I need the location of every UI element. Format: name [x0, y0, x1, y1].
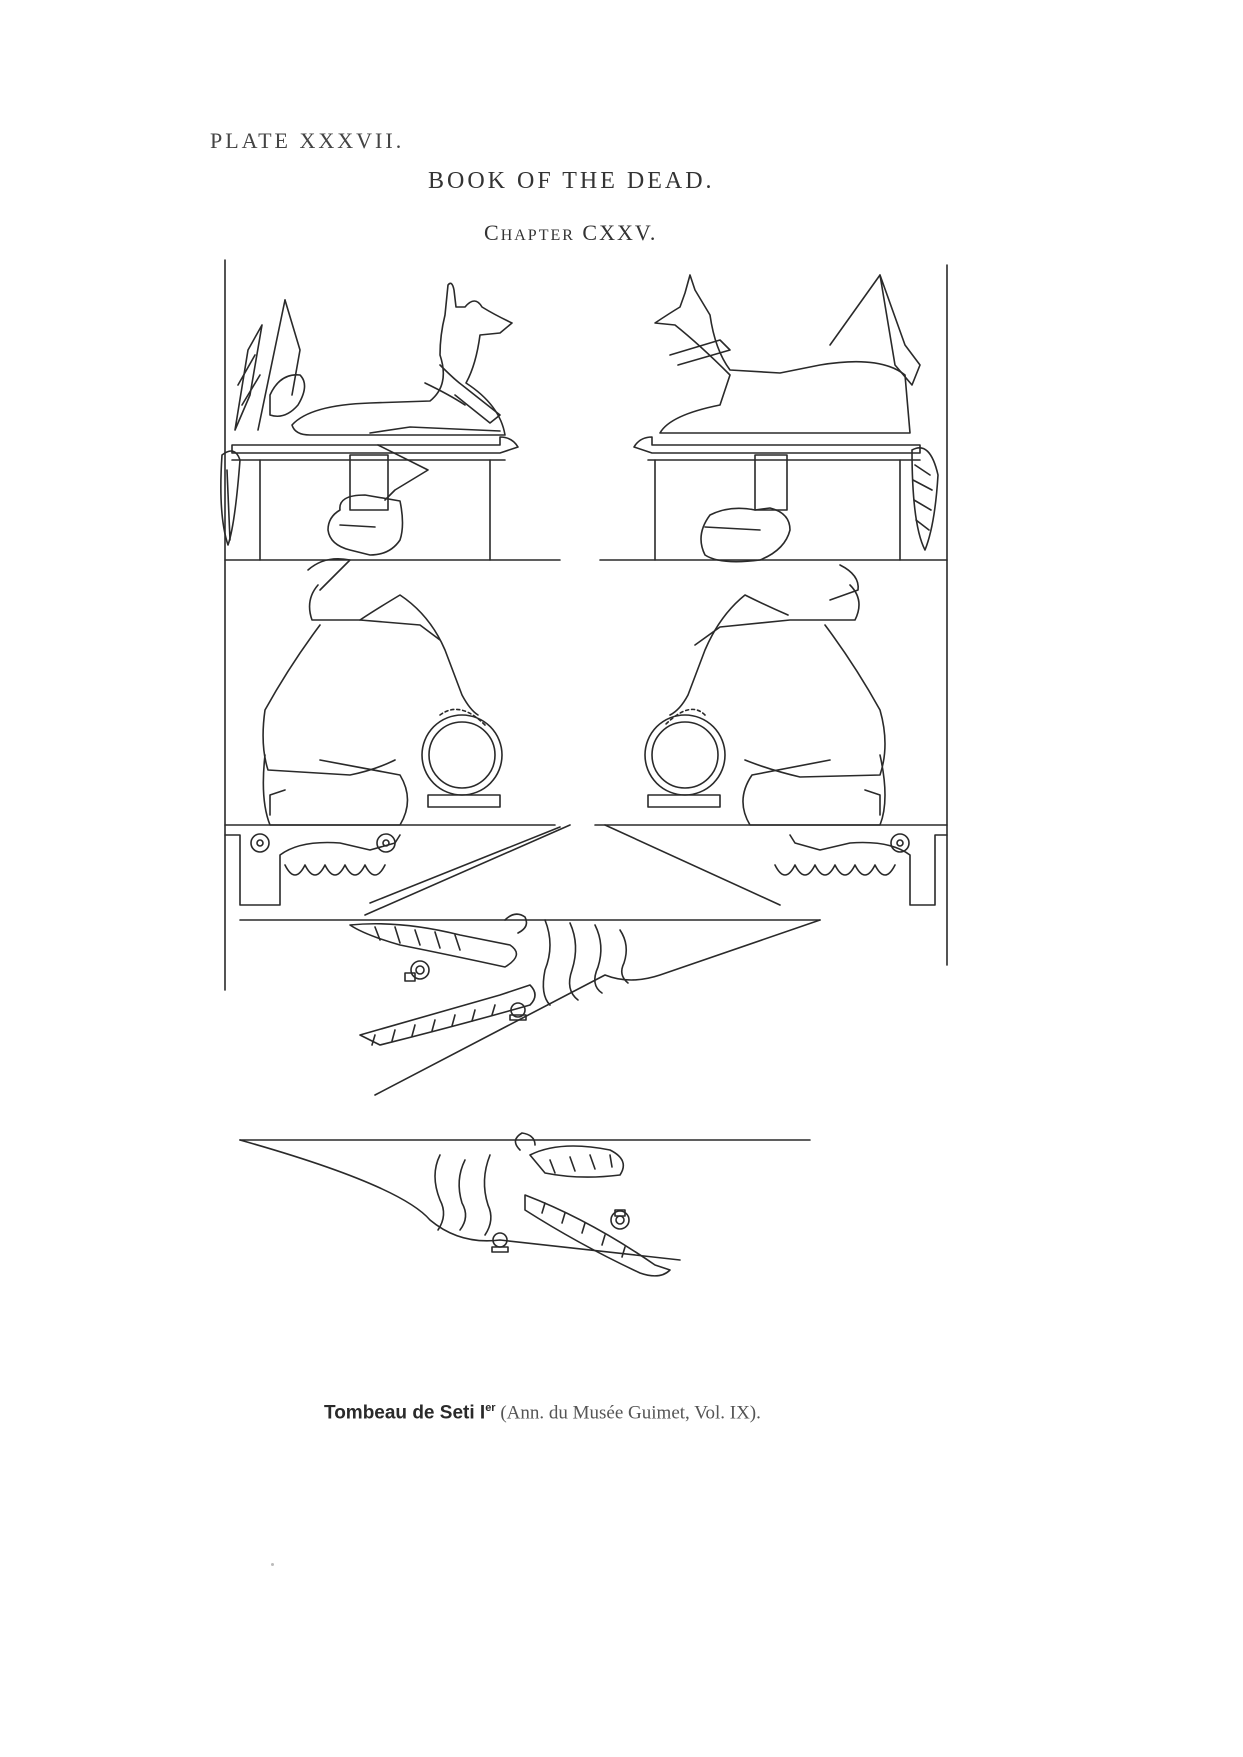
kneeling-goddess-left	[225, 445, 570, 915]
chapter-heading	[484, 220, 657, 246]
jackal-shrine-left	[221, 283, 560, 560]
caption-superscript: er	[485, 1402, 496, 1414]
jackal-shrine-right	[600, 275, 947, 560]
chapter-initial: C	[484, 220, 501, 245]
figure-caption	[324, 1402, 761, 1424]
vulture-serpent-panel-upper	[240, 914, 820, 1095]
page-title: BOOK OF THE DEAD.	[428, 168, 715, 194]
chapter-number: CXXV.	[582, 220, 658, 245]
caption-bold: Tombeau de Seti I	[324, 1402, 486, 1424]
plate-number: PLATE XXXVII.	[210, 128, 405, 153]
illustration	[200, 255, 980, 1395]
chapter-smallcaps: HAPTER	[500, 227, 575, 244]
caption-source: (Ann. du Musée Guimet, Vol. IX).	[495, 1402, 761, 1424]
kneeling-goddess-right	[595, 455, 947, 905]
paper-speck	[271, 1563, 274, 1566]
vulture-serpent-panel-lower	[240, 1133, 810, 1276]
